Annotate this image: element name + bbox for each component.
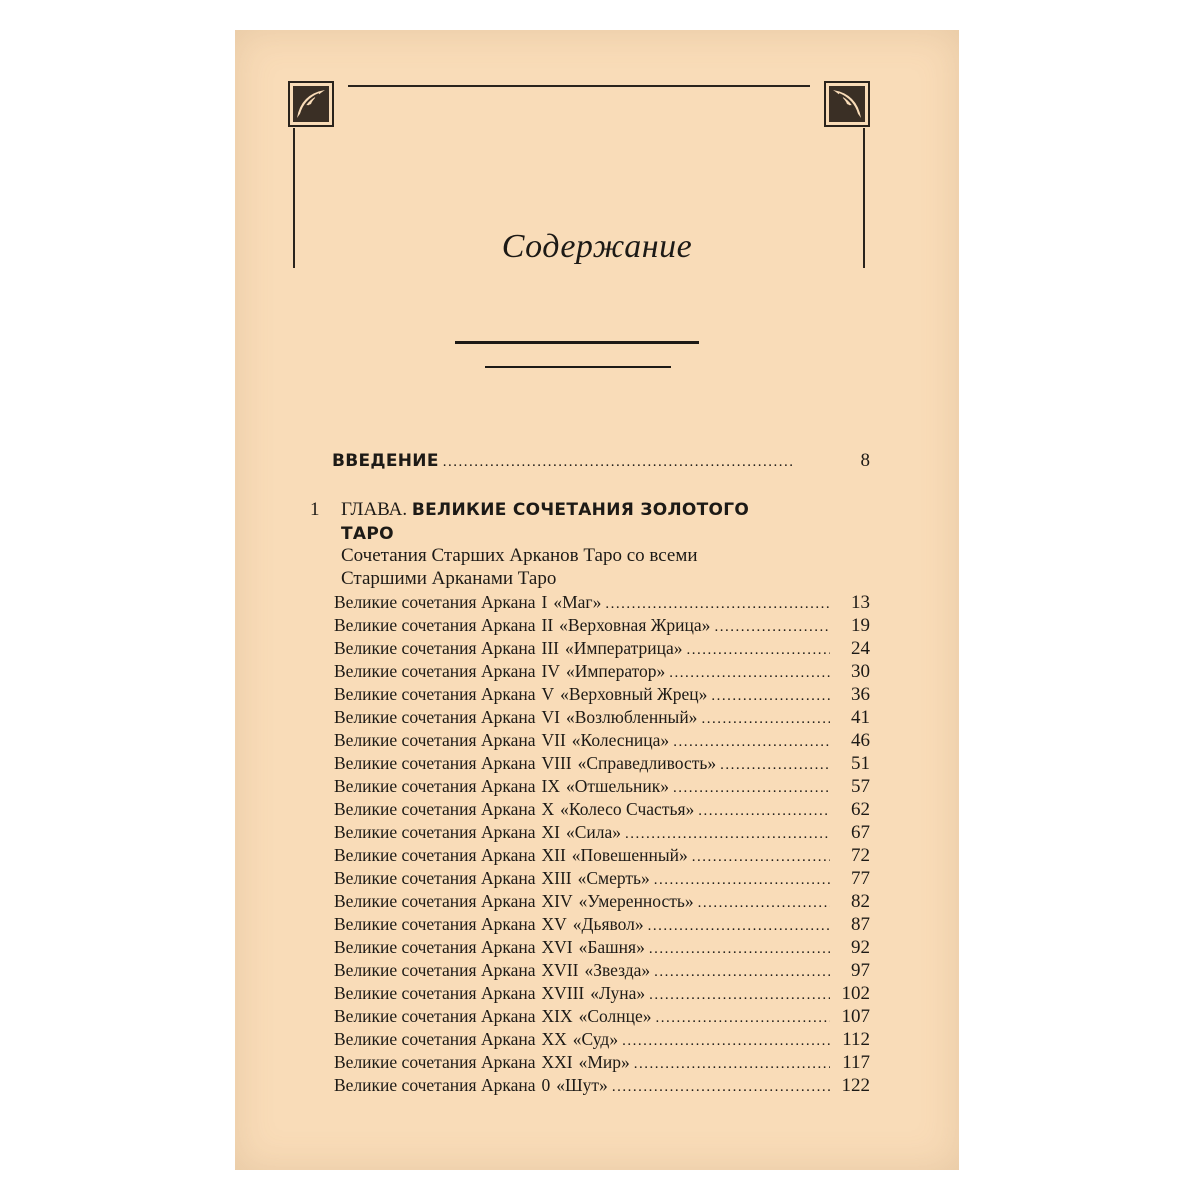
toc-entry[interactable] bbox=[334, 753, 870, 776]
toc-entry[interactable] bbox=[334, 914, 870, 937]
toc-entry-text: Великие сочетания Аркана bbox=[334, 684, 536, 704]
toc-page-number: 67 bbox=[851, 822, 870, 843]
book-page bbox=[235, 30, 959, 1170]
toc-entry[interactable] bbox=[334, 891, 870, 914]
toc-entry-label: ВВЕДЕНИЕ bbox=[332, 451, 439, 471]
arcana-numeral: V bbox=[541, 684, 555, 704]
toc-page-number: 102 bbox=[841, 983, 870, 1004]
toc-page-number: 87 bbox=[851, 914, 870, 935]
arcana-name: «Смерть» bbox=[577, 868, 650, 888]
toc-entry-text: Великие сочетания Аркана bbox=[334, 822, 536, 842]
toc-entry-text: Великие сочетания Аркана bbox=[334, 1075, 536, 1095]
toc-page-number: 57 bbox=[851, 776, 870, 797]
page-title: Содержание bbox=[501, 228, 693, 265]
arcana-numeral: X bbox=[541, 799, 555, 819]
arcana-name: «Колесо Счастья» bbox=[560, 799, 695, 819]
arcana-name: «Солнце» bbox=[578, 1006, 652, 1026]
dot-leader bbox=[649, 941, 830, 958]
toc-entry-text: Великие сочетания Аркана bbox=[334, 937, 536, 957]
chapter-prefix: ГЛАВА. bbox=[341, 499, 408, 520]
toc-entry[interactable] bbox=[334, 937, 870, 960]
dot-leader bbox=[698, 803, 830, 820]
arcana-numeral: XI bbox=[541, 822, 560, 842]
dot-leader bbox=[443, 454, 794, 471]
toc-page-number: 112 bbox=[842, 1029, 870, 1050]
arcana-numeral: XX bbox=[541, 1029, 567, 1049]
toc-intro-entry[interactable] bbox=[332, 450, 870, 472]
dot-leader bbox=[654, 964, 830, 981]
section-heading-line2: Старшими Арканами Таро bbox=[341, 568, 557, 589]
toc-entry-text: Великие сочетания Аркана bbox=[334, 615, 536, 635]
arcana-name: «Луна» bbox=[590, 983, 646, 1003]
toc-page-number: 36 bbox=[851, 684, 870, 705]
arcana-name: «Верховный Жрец» bbox=[560, 684, 708, 704]
arcana-numeral: XVIII bbox=[541, 983, 585, 1003]
toc-entry-text: Великие сочетания Аркана bbox=[334, 960, 536, 980]
arcana-name: «Маг» bbox=[553, 592, 602, 612]
toc-page-number: 82 bbox=[851, 891, 870, 912]
toc-page-number: 92 bbox=[851, 937, 870, 958]
toc-entry[interactable] bbox=[334, 960, 870, 983]
arcana-numeral: IX bbox=[541, 776, 560, 796]
toc-entry[interactable] bbox=[334, 868, 870, 891]
arcana-numeral: XIII bbox=[541, 868, 572, 888]
toc-page-number: 107 bbox=[841, 1006, 870, 1027]
arcana-name: «Верховная Жрица» bbox=[559, 615, 711, 635]
arcana-numeral: XVI bbox=[541, 937, 573, 957]
table-of-contents bbox=[235, 30, 959, 1170]
arcana-numeral: VI bbox=[541, 707, 560, 727]
arcana-numeral: XV bbox=[541, 914, 567, 934]
toc-page-number: 30 bbox=[851, 661, 870, 682]
arcana-numeral: IV bbox=[541, 661, 560, 681]
toc-entry[interactable] bbox=[334, 983, 870, 1006]
dot-leader bbox=[701, 711, 830, 728]
toc-page-number: 62 bbox=[851, 799, 870, 820]
toc-entry-text: Великие сочетания Аркана bbox=[334, 638, 536, 658]
arcana-numeral: XIV bbox=[541, 891, 573, 911]
dot-leader bbox=[605, 596, 830, 613]
arcana-name: «Справедливость» bbox=[577, 753, 717, 773]
arcana-name: «Шут» bbox=[556, 1075, 608, 1095]
arcana-name: «Императрица» bbox=[564, 638, 683, 658]
toc-entry[interactable] bbox=[334, 684, 870, 707]
toc-page-number: 19 bbox=[851, 615, 870, 636]
toc-entry-text: Великие сочетания Аркана bbox=[334, 730, 536, 750]
dot-leader bbox=[656, 1010, 830, 1027]
arcana-name: «Колесница» bbox=[571, 730, 670, 750]
dot-leader bbox=[648, 918, 830, 935]
toc-entry[interactable] bbox=[334, 845, 870, 868]
toc-page-number: 46 bbox=[851, 730, 870, 751]
dot-leader bbox=[654, 872, 830, 889]
arcana-numeral: VIII bbox=[541, 753, 572, 773]
toc-entry-text: Великие сочетания Аркана bbox=[334, 707, 536, 727]
arcana-name: «Сила» bbox=[565, 822, 622, 842]
arcana-name: «Дьявол» bbox=[572, 914, 644, 934]
toc-entry-text: Великие сочетания Аркана bbox=[334, 592, 536, 612]
arcana-numeral: XII bbox=[541, 845, 566, 865]
arcana-numeral: XVII bbox=[541, 960, 579, 980]
arcana-name: «Отшельник» bbox=[565, 776, 669, 796]
toc-section-heading bbox=[341, 544, 861, 590]
arcana-name: «Суд» bbox=[572, 1029, 619, 1049]
dot-leader bbox=[622, 1033, 830, 1050]
toc-entry[interactable] bbox=[334, 822, 870, 845]
toc-entry[interactable] bbox=[334, 1006, 870, 1029]
dot-leader bbox=[634, 1056, 830, 1073]
toc-entry[interactable] bbox=[334, 638, 870, 661]
toc-entry-text: Великие сочетания Аркана bbox=[334, 914, 536, 934]
toc-entry[interactable] bbox=[334, 661, 870, 684]
arcana-name: «Император» bbox=[565, 661, 666, 681]
toc-entry-text: Великие сочетания Аркана bbox=[334, 799, 536, 819]
toc-entry-text: Великие сочетания Аркана bbox=[334, 776, 536, 796]
toc-page-number: 24 bbox=[851, 638, 870, 659]
toc-entry[interactable] bbox=[334, 730, 870, 753]
toc-entry-text: Великие сочетания Аркана bbox=[334, 868, 536, 888]
dot-leader bbox=[669, 665, 830, 682]
chapter-title-line1: ВЕЛИКИЕ СОЧЕТАНИЯ ЗОЛОТОГО bbox=[411, 500, 750, 520]
arcana-name: «Звезда» bbox=[584, 960, 651, 980]
toc-page-number: 13 bbox=[851, 592, 870, 613]
toc-entry[interactable] bbox=[334, 1075, 870, 1098]
toc-page-number: 41 bbox=[851, 707, 870, 728]
toc-page-number: 122 bbox=[841, 1075, 870, 1096]
toc-entry[interactable] bbox=[334, 1052, 870, 1075]
dot-leader bbox=[673, 780, 830, 797]
arcana-numeral: XXI bbox=[541, 1052, 573, 1072]
arcana-numeral: 0 bbox=[541, 1075, 551, 1095]
toc-entry-text: Великие сочетания Аркана bbox=[334, 1052, 536, 1072]
arcana-name: «Умеренность» bbox=[578, 891, 694, 911]
toc-entry[interactable] bbox=[334, 707, 870, 730]
toc-entry[interactable] bbox=[334, 776, 870, 799]
toc-page-number: 117 bbox=[842, 1052, 870, 1073]
dot-leader bbox=[625, 826, 830, 843]
dot-leader bbox=[687, 642, 830, 659]
arcana-name: «Башня» bbox=[578, 937, 645, 957]
section-heading-line1: Сочетания Старших Арканов Таро со всеми bbox=[341, 545, 698, 566]
toc-page-number: 72 bbox=[851, 845, 870, 866]
dot-leader bbox=[612, 1079, 830, 1096]
arcana-numeral: VII bbox=[541, 730, 566, 750]
dot-leader bbox=[714, 619, 830, 636]
chapter-title bbox=[341, 498, 861, 546]
toc-entry-text: Великие сочетания Аркана bbox=[334, 1006, 536, 1026]
arcana-name: «Мир» bbox=[578, 1052, 630, 1072]
dot-leader bbox=[711, 688, 830, 705]
dot-leader bbox=[698, 895, 830, 912]
toc-entry[interactable] bbox=[334, 592, 870, 615]
toc-page-number: 8 bbox=[860, 450, 870, 471]
toc-page-number: 77 bbox=[851, 868, 870, 889]
toc-entry-list bbox=[334, 592, 870, 1098]
toc-entry-text: Великие сочетания Аркана bbox=[334, 983, 536, 1003]
arcana-numeral: I bbox=[541, 592, 548, 612]
toc-page-number: 97 bbox=[851, 960, 870, 981]
dot-leader bbox=[649, 987, 830, 1004]
toc-entry[interactable] bbox=[334, 1029, 870, 1052]
toc-entry[interactable] bbox=[334, 615, 870, 638]
dot-leader bbox=[692, 849, 830, 866]
toc-entry-text: Великие сочетания Аркана bbox=[334, 891, 536, 911]
dot-leader bbox=[720, 757, 830, 774]
toc-entry-text: Великие сочетания Аркана bbox=[334, 845, 536, 865]
toc-entry-text: Великие сочетания Аркана bbox=[334, 753, 536, 773]
dot-leader bbox=[673, 734, 830, 751]
arcana-name: «Повешенный» bbox=[571, 845, 688, 865]
arcana-name: «Возлюбленный» bbox=[565, 707, 698, 727]
toc-page-number: 51 bbox=[851, 753, 870, 774]
arcana-numeral: III bbox=[541, 638, 559, 658]
chapter-title-line2: ТАРО bbox=[341, 524, 394, 544]
arcana-numeral: XIX bbox=[541, 1006, 573, 1026]
toc-entry[interactable] bbox=[334, 799, 870, 822]
chapter-number: 1 bbox=[310, 499, 320, 520]
toc-entry-text: Великие сочетания Аркана bbox=[334, 1029, 536, 1049]
toc-entry-text: Великие сочетания Аркана bbox=[334, 661, 536, 681]
arcana-numeral: II bbox=[541, 615, 554, 635]
